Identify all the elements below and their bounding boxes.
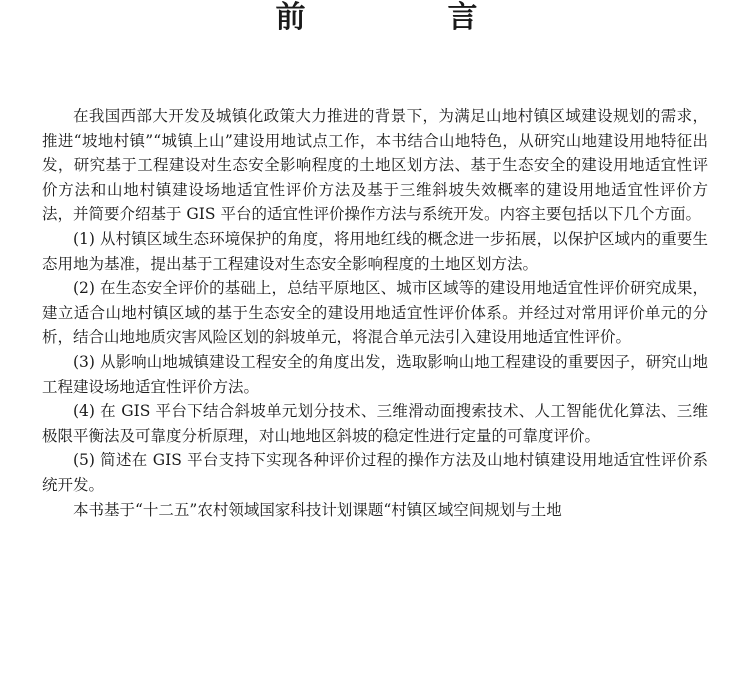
paragraph-intro: 在我国西部大开发及城镇化政策大力推进的背景下，为满足山地村镇区域建设规划的需求，推进“坡地村镇”“城镇上山”建设用地试点工作，本书结合山地特色，从研究山地建设用地特征出发，研究基于工程建设对生态安全影响程度的土地区划方法、基于生态安全的建设用地适宜性评价方法和山地村镇建设场地适宜性评价方法及基于三维斜坡失效概率的建设用地适宜性评价方法，并简要介绍基于 GIS 平台的适宜性评价操作方法与系统开发。内容主要包括以下几个方面。 xyxy=(42,107,708,224)
paragraph-item-4: (4) 在 GIS 平台下结合斜坡单元划分技术、三维滑动面搜索技术、人工智能优化算法、三维极限平衡法及可靠度分析原理，对山地地区斜坡的稳定性进行定量的可靠度评价。 xyxy=(42,402,708,445)
paragraph-closing: 本书基于“十二五”农村领域国家科技计划课题“村镇区域空间规划与土地 xyxy=(73,500,562,519)
paragraph-item-2: (2) 在生态安全评价的基础上，总结平原地区、城市区域等的建设用地适宜性评价研究成果，建立适合山地村镇区域的基于生态安全的建设用地适宜性评价体系。并经过对常用评价单元的分析，结合山地地质灾害风险区划的斜坡单元，将混合单元法引入建设用地适宜性评价。 xyxy=(42,279,708,347)
page-title: 前 言 xyxy=(275,0,534,35)
paragraph-item-3: (3) 从影响山地城镇建设工程安全的角度出发，选取影响山地工程建设的重要因子，研究山地工程建设场地适宜性评价方法。 xyxy=(42,352,708,396)
paragraph-item-1: (1) 从村镇区域生态环境保护的角度，将用地红线的概念进一步拓展，以保护区域内的重要生态用地为基准，提出基于工程建设对生态安全影响程度的土地区划方法。 xyxy=(42,229,708,273)
paragraph-item-5: (5) 简述在 GIS 平台支持下实现各种评价过程的操作方法及山地村镇建设用地适宜性评价系统开发。 xyxy=(42,451,708,494)
body-text xyxy=(42,104,708,522)
